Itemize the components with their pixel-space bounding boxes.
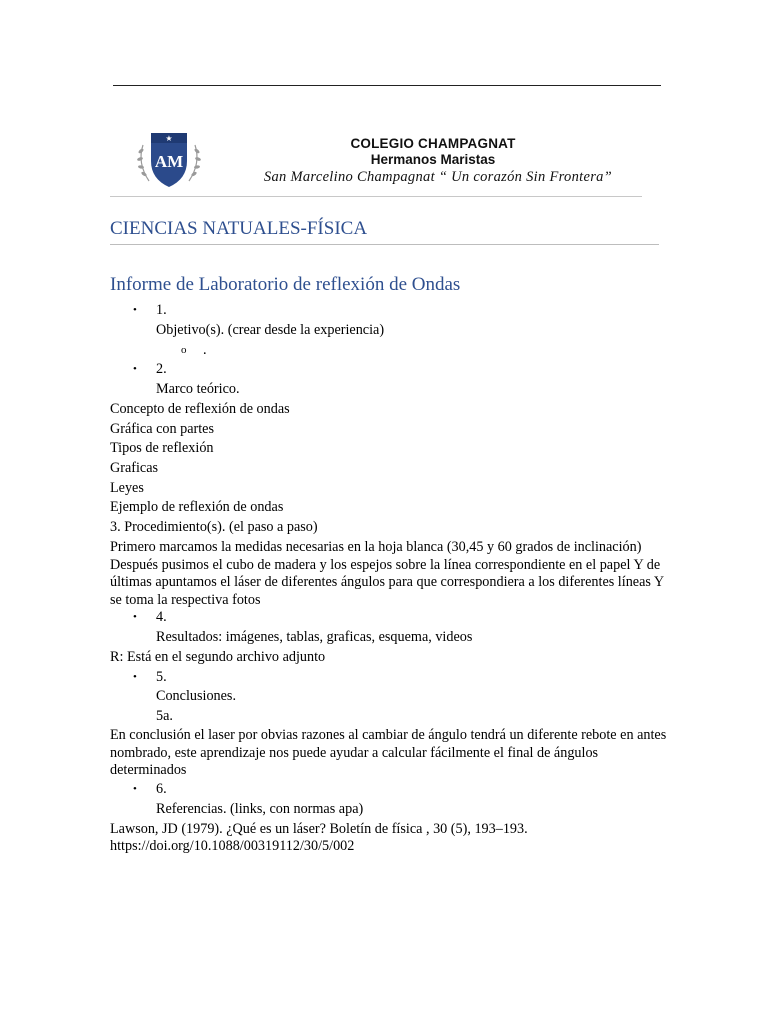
section-1-subitem: . <box>203 342 207 358</box>
svg-text:AM: AM <box>154 152 184 171</box>
top-divider <box>113 85 661 86</box>
school-subtitle: Hermanos Maristas <box>370 152 496 167</box>
theory-line: Tipos de reflexión <box>110 440 214 456</box>
section-6-number: 6. <box>156 781 167 797</box>
bullet-icon: • <box>133 363 137 375</box>
theory-line: Graficas <box>110 460 159 476</box>
reference-doi-link[interactable]: https://doi.org/10.1088/00319112/30/5/002 <box>110 838 355 854</box>
bullet-icon: • <box>133 611 137 623</box>
theory-line: Ejemplo de reflexión de ondas <box>110 499 284 515</box>
section-2-label: Marco teórico. <box>156 381 240 397</box>
reference-citation: Lawson, JD (1979). ¿Qué es un láser? Boletín de física , 30 (5), 193–193. <box>110 821 528 837</box>
school-header <box>133 125 643 195</box>
school-name: COLEGIO CHAMPAGNAT <box>350 136 516 151</box>
results-answer: R: Está en el segundo archivo adjunto <box>110 649 326 665</box>
header-divider <box>110 196 642 197</box>
section-4-number: 4. <box>156 609 167 625</box>
subject-divider <box>110 244 659 245</box>
section-1-number: 1. <box>156 302 167 318</box>
section-4-label: Resultados: imágenes, tablas, graficas, esquema, videos <box>156 629 473 645</box>
section-5-subitem: 5a. <box>156 708 173 724</box>
section-5-label: Conclusiones. <box>156 688 236 704</box>
circle-bullet-icon: o <box>181 344 187 356</box>
report-title: Informe de Laboratorio de reflexión de Ondas <box>110 274 461 295</box>
theory-line: Concepto de reflexión de ondas <box>110 401 290 417</box>
school-motto: San Marcelino Champagnat “ Un corazón Sin Frontera” <box>263 169 613 185</box>
bullet-icon: • <box>133 304 137 316</box>
conclusion-paragraph: En conclusión el laser por obvias razones al cambiar de ángulo tendrá un diferente rebote en antes nombrado, este aprendizaje nos puede ayudar a calcular fácilmente el final de ángulos determinados <box>110 727 667 778</box>
theory-line: Gráfica con partes <box>110 421 214 437</box>
theory-line: Leyes <box>110 480 144 496</box>
svg-text:★: ★ <box>165 134 173 143</box>
school-crest-logo <box>133 125 205 191</box>
bullet-icon: • <box>133 783 137 795</box>
bullet-icon: • <box>133 671 137 683</box>
subject-heading: CIENCIAS NATUALES-FÍSICA <box>110 218 368 239</box>
section-1-label: Objetivo(s). (crear desde la experiencia) <box>156 322 385 338</box>
procedure-paragraph: Primero marcamos la medidas necesarias en la hoja blanca (30,45 y 60 grados de inclinación) Después pusimos el cubo de madera y los espejos sobre la línea correspondiente en el papel Y de últimas apuntamos el láser de diferentes ángulos para que correspondiera a los diferentes líneas Y se toma la respectiva fotos <box>110 539 664 608</box>
section-6-label: Referencias. (links, con normas apa) <box>156 801 364 817</box>
section-2-number: 2. <box>156 361 167 377</box>
section-3-label: 3. Procedimiento(s). (el paso a paso) <box>110 519 318 535</box>
section-5-number: 5. <box>156 669 167 685</box>
